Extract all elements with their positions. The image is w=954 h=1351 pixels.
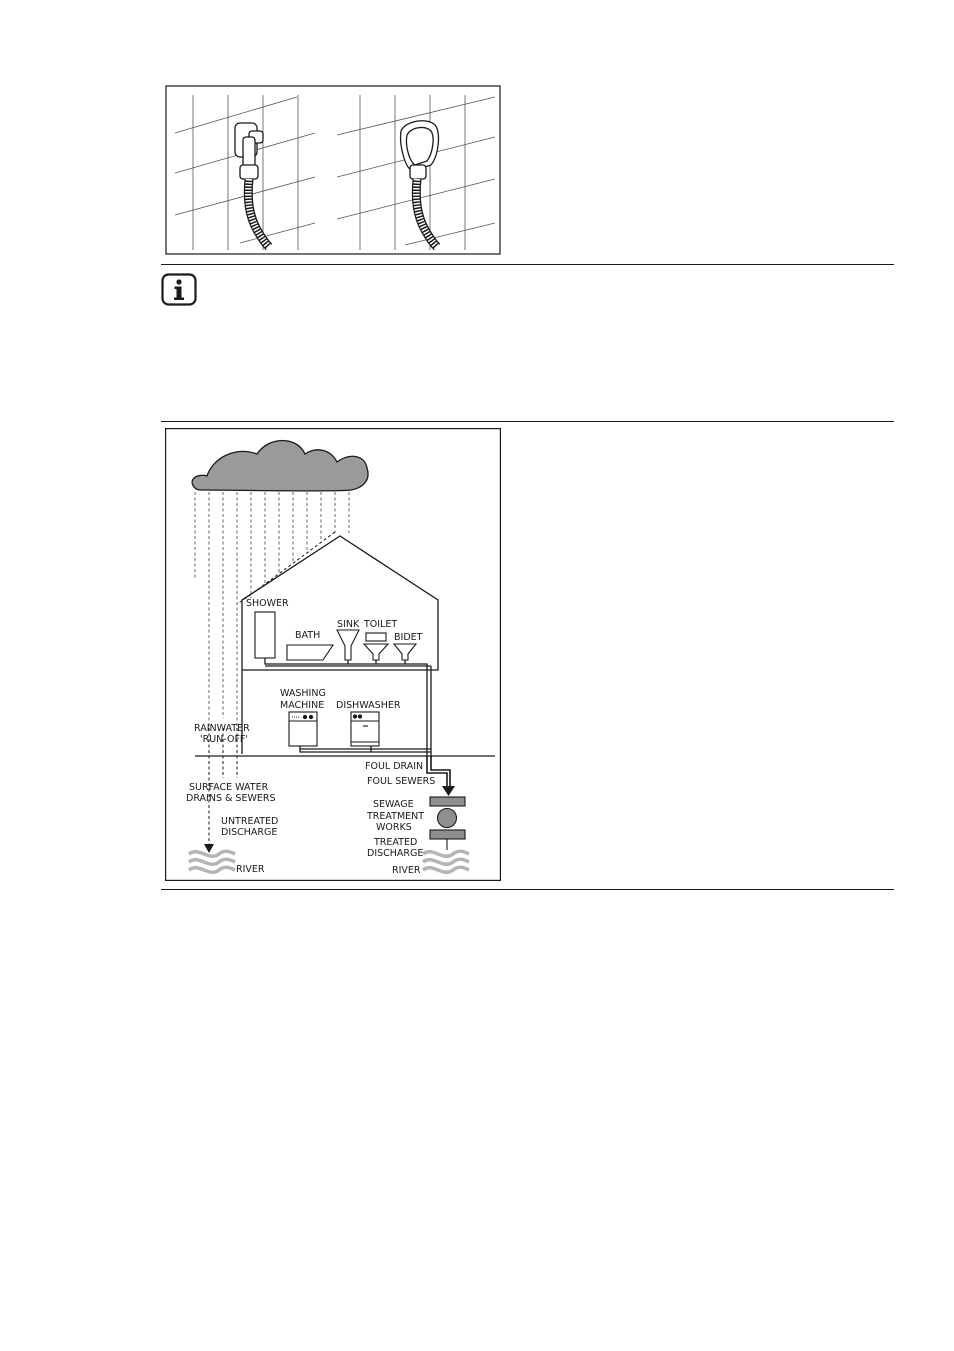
info-icon xyxy=(161,273,197,306)
label-bath: BATH xyxy=(295,630,321,641)
label-sink: SINK xyxy=(337,619,360,630)
label-surface-water-2: DRAINS & SEWERS xyxy=(186,793,276,804)
section-rule-middle xyxy=(161,421,894,422)
label-rainwater-1: RAINWATER xyxy=(194,723,250,734)
washing-machine xyxy=(289,712,317,746)
label-foul-sewers: FOUL SEWERS xyxy=(367,776,436,787)
label-foul-drain: FOUL DRAIN xyxy=(365,761,424,772)
treatment-tank-circle xyxy=(438,809,457,828)
label-untreated-2: DISCHARGE xyxy=(221,827,278,838)
toilet-cistern xyxy=(366,633,386,641)
label-untreated-1: UNTREATED xyxy=(221,816,279,827)
dishwasher xyxy=(351,712,379,746)
label-sewage-1: SEWAGE xyxy=(373,799,414,810)
label-treated-1: TREATED xyxy=(374,837,418,848)
label-dishwasher: DISHWASHER xyxy=(336,700,401,711)
treatment-tank-bottom xyxy=(430,830,465,839)
section-rule-bottom xyxy=(161,889,894,890)
label-washing-machine-1: WASHING xyxy=(280,688,326,699)
treatment-tank-top xyxy=(430,797,465,806)
label-bidet: BIDET xyxy=(394,632,423,643)
label-treated-2: DISCHARGE xyxy=(367,848,424,859)
hose-connection-figure xyxy=(165,85,501,255)
label-toilet: TOILET xyxy=(364,619,398,630)
label-surface-water-1: SURFACE WATER xyxy=(189,782,269,793)
drainage-diagram xyxy=(165,428,501,881)
shower-unit xyxy=(255,612,275,658)
label-washing-machine-2: MACHINE xyxy=(280,700,325,711)
section-rule-top xyxy=(161,264,894,265)
label-rainwater-2: 'RUN-OFF' xyxy=(200,734,248,745)
label-river-right: RIVER xyxy=(392,865,421,876)
label-sewage-3: WORKS xyxy=(376,822,412,833)
label-sewage-2: TREATMENT xyxy=(367,811,425,822)
label-shower: SHOWER xyxy=(246,598,289,609)
label-river-left: RIVER xyxy=(236,864,265,875)
